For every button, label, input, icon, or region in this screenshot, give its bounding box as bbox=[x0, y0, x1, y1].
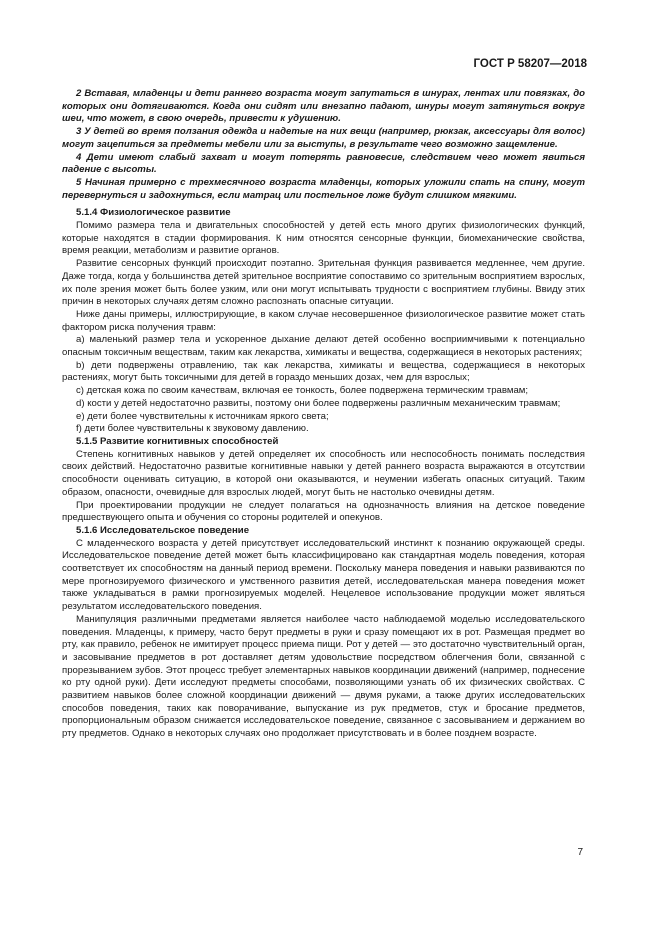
paragraph: Ниже даны примеры, иллюстрирующие, в каком случае несовершенное физиологическое развитие может стать фактором риска получения травм: bbox=[62, 308, 585, 333]
list-item: b) дети подвержены отравлению, так как лекарства, химикаты и вещества, содержащиеся в некоторых растениях, могут быть токсичными для детей в гораздо меньших дозах, чем для взрослых; bbox=[62, 359, 585, 384]
section-heading-515: 5.1.5 Развитие когнитивных способностей bbox=[76, 435, 279, 447]
paragraph: С младенческого возраста у детей присутствует исследовательский инстинкт к познанию окружающей среды. Исследовательское поведение детей может быть классифицировано как стандартная модель поведения, которая соответствует их способностям на данный период времени. Поскольку манера поведения и навыки развиваются по мере прогнозируемого физического и умственного развития детей, исследовательская манера поведения может также укладываться в рамки прогнозируемых моделей. Нецелевое использование продукции может являться результатом исследовательского поведения. bbox=[62, 537, 585, 613]
section-heading-516: 5.1.6 Исследовательское поведение bbox=[76, 524, 250, 536]
note-4: 4 Дети имеют слабый захват и могут потерять равновесие, следствием чего может явиться падение с высоты. bbox=[62, 151, 585, 176]
page-number: 7 bbox=[577, 847, 583, 858]
note-3: 3 У детей во время ползания одежда и надетые на них вещи (например, рюкзак, аксессуары для волос) могут зацепиться за предметы мебели или за выступы, в результате чего возможно защемление. bbox=[62, 126, 585, 150]
notes-block bbox=[62, 88, 585, 202]
paragraph: При проектировании продукции не следует полагаться на однозначность влияния на детское поведение предшествующего опыта и обучения со стороны родителей и опекунов. bbox=[62, 499, 585, 524]
note-2: 2 Вставая, младенцы и дети раннего возраста могут запутаться в шнурах, лентах или повязках, до которых они дотягиваются. Когда они сидят или внезапно падают, шнуры могут затянуться вокруг шеи, что может, в свою очередь, привести к удушению. bbox=[62, 88, 585, 125]
document-body bbox=[62, 88, 585, 741]
paragraph: Степень когнитивных навыков у детей определяет их способность или неспособность понимать последствия своих действий. Недостаточно развитые когнитивные навыки у детей раннего возраста выражаются в отсутствии способности оценивать ситуацию, в которой они оказываются, и неумении избегать опасных ситуаций. Таким образом, опасности, очевидные для взрослых людей, могут быть не настолько очевидны детям. bbox=[62, 448, 585, 498]
standard-header: ГОСТ Р 58207—2018 bbox=[473, 58, 587, 70]
list-item: c) детская кожа по своим качествам, включая ее тонкость, более подвержена термическим травмам; bbox=[76, 385, 529, 397]
list-item: d) кости у детей недостаточно развиты, поэтому они более подвержены различным механическим травмам; bbox=[76, 397, 561, 409]
list-item: f) дети более чувствительны к звуковому давлению. bbox=[76, 423, 309, 435]
note-5: 5 Начиная примерно с трехмесячного возраста младенцы, которых уложили спать на спину, могут перевернуться и задохнуться, если матрац или постельное ложе будут слишком мягкими. bbox=[62, 176, 585, 201]
list-item: e) дети более чувствительны к источникам яркого света; bbox=[76, 410, 329, 422]
section-heading-514: 5.1.4 Физиологическое развитие bbox=[76, 207, 231, 219]
list-item: a) маленький размер тела и ускоренное дыхание делают детей особенно восприимчивыми к потенциально опасным токсичным веществам, таким как лекарства, химикаты и вещества, содержащиеся в некоторых растениях; bbox=[62, 334, 585, 359]
paragraph: Манипуляция различными предметами является наиболее часто наблюдаемой моделью исследовательского поведения. Младенцы, к примеру, часто берут предметы в руки и сразу помещают их в рот. Размещая предмет во рту, как правило, ребенок не имитирует процесс приема пищи. Рот у детей — это достаточно чувствительный орган, и засовывание предметов в рот доставляет детям удовольствие посредством облегчения боли, связанной с прорезыванием зубов. Этот процесс требует элементарных навыков координации движений (например, поднесение ко рту одной руки). Дети исследуют предметы способами, позволяющими узнать об их физических свойствах. С развитием навыков более сложной координации движений — двумя руками, а также других исследовательских способов поведения, таких как поворачивание, выпускание из рук предметов, стук и бросание предметов, пропорциональным образом снижается исследовательское поведение, связанное с засовыванием и держанием во рту предметов. Однако в некоторых случаях оно продолжает присутствовать и в более позднем возрасте. bbox=[62, 613, 585, 740]
paragraph: Помимо размера тела и двигательных способностей у детей есть много других физиологических функций, которые находятся в стадии формирования. К ним относятся сенсорные функции, биомеханические свойства, время реакции, метаболизм и развитие органов. bbox=[62, 220, 585, 257]
paragraph: Развитие сенсорных функций происходит поэтапно. Зрительная функция развивается медленнее, чем другие. Даже тогда, когда у большинства детей зрительное восприятие сопоставимо со зрительным восприятием взрослых, их поле зрения может быть более узким, или они могут испытывать трудности с восприятием глубины. Ввиду этих причин в некоторых случаях детям сложно распознать опасные ситуации. bbox=[62, 258, 585, 308]
